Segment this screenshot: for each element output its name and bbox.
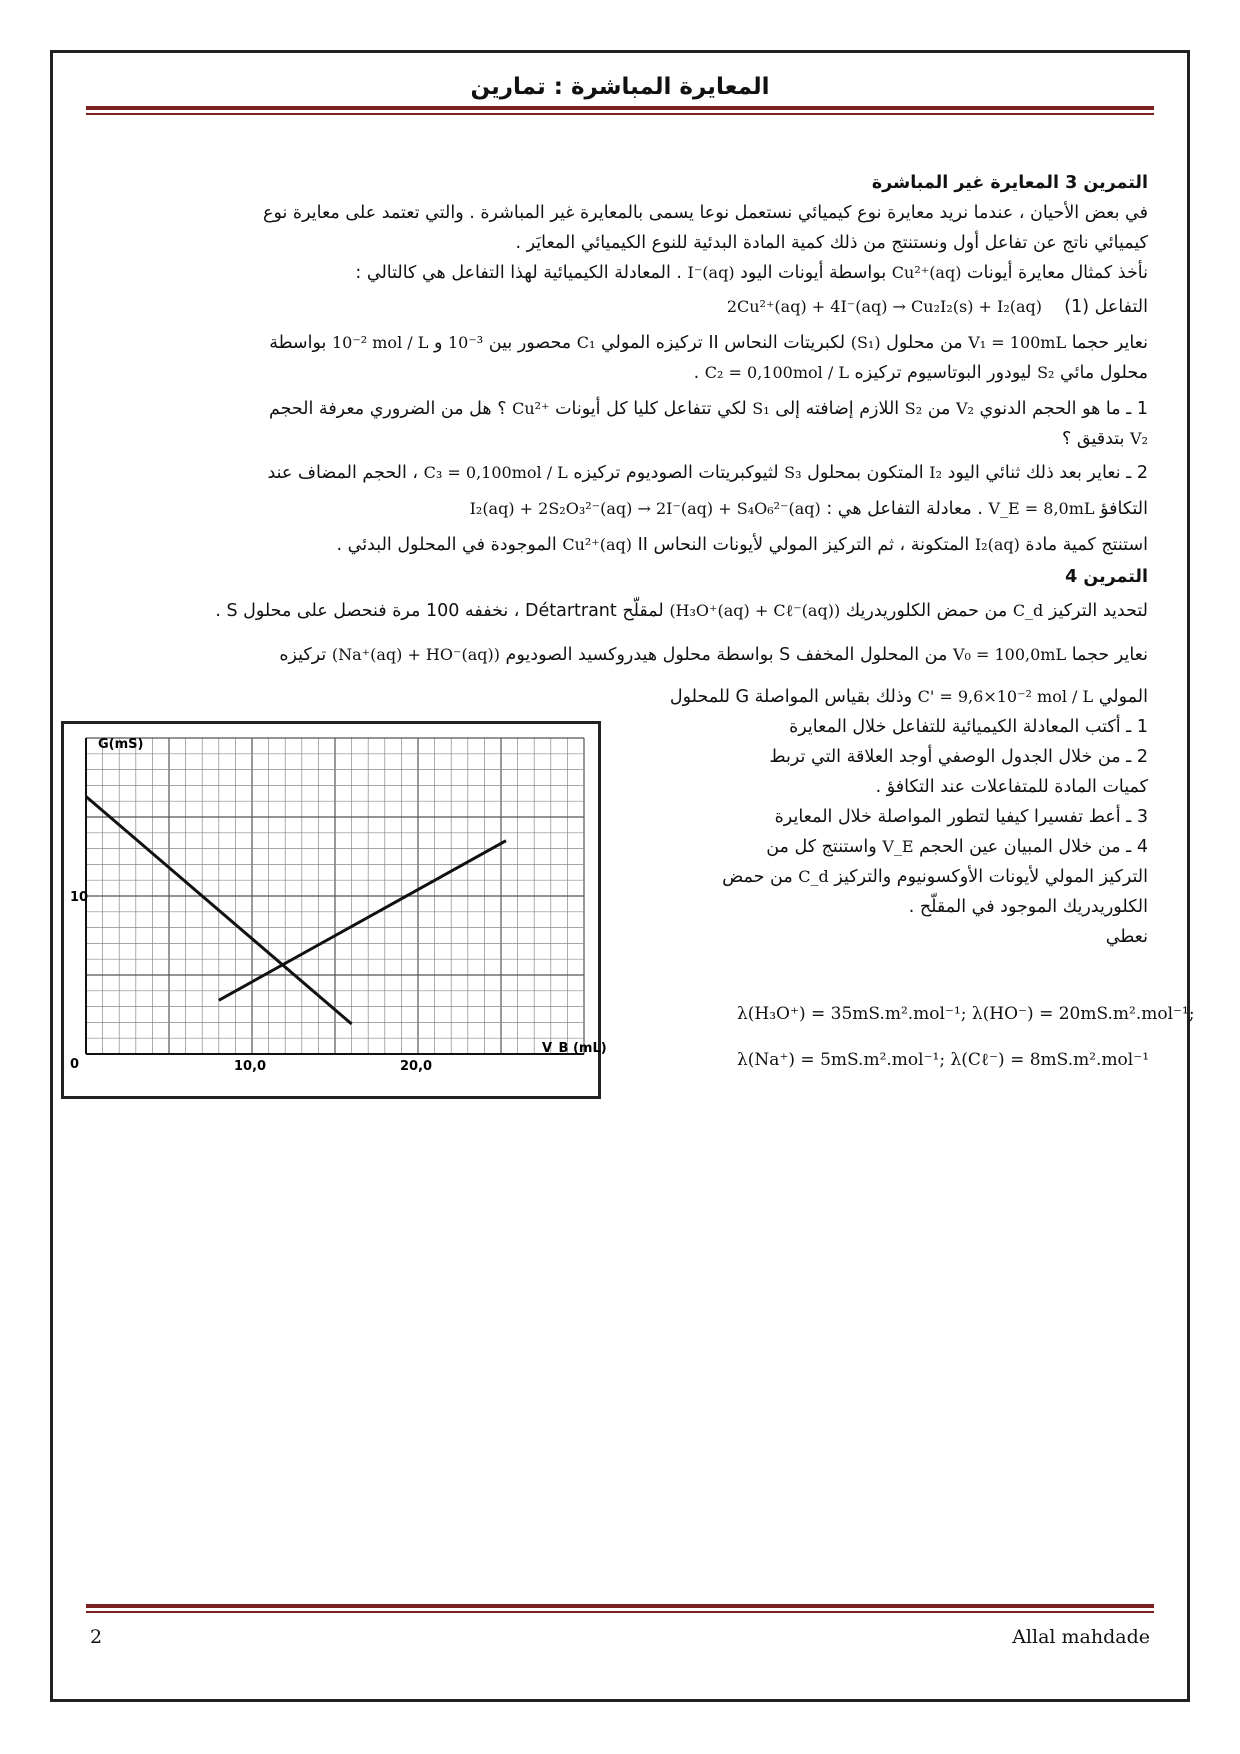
ex3-question-2b: التكافؤ V_E = 8,0mL . معادلة التفاعل هي : I₂(aq) + 2S₂O₃²⁻(aq) → 2I⁻(aq) + S₄O₆²⁻(aq) bbox=[469, 499, 1148, 519]
ex4-line-2: نعاير حجما V₀ = 100,0mL من المحلول المخفف S بواسطة محلول هيدروكسيد الصوديوم (Na⁺(aq) + HO⁻(aq)) تركيزه bbox=[279, 645, 1148, 665]
ex4-question-4b: التركيز المولي لأيونات الأوكسونيوم والتركيز C_d من حمض bbox=[722, 867, 1148, 887]
ex4-title: التمرين 4 bbox=[1065, 567, 1148, 587]
footer-rule bbox=[86, 1604, 1154, 1613]
lambda-line-1: λ(H₃O⁺) = 35mS.m².mol⁻¹; λ(HO⁻) = 20mS.m².mol⁻¹; bbox=[737, 1004, 1195, 1024]
ex4-question-2a: 2 ـ من خلال الجدول الوصفي أوجد العلاقة التي تربط bbox=[769, 747, 1148, 767]
conductance-chart bbox=[61, 721, 607, 1099]
ex4-line-1: لتحديد التركيز C_d من حمض الكلوريدريك (H₃O⁺(aq) + Cℓ⁻(aq)) لمقلّح Détartrant ، نخففه 100 مرة فنحصل على محلول S . bbox=[215, 601, 1148, 621]
chart-svg bbox=[64, 724, 607, 1096]
ex3-question-2: 2 ـ نعاير بعد ذلك ثنائي اليود I₂ المتكون بمحلول S₃ لثيوكبريتات الصوديوم تركيزه C₃ = 0,100mol / L ، الحجم المضاف عند bbox=[267, 463, 1148, 483]
ex3-question-1b: V₂ بتدقيق ؟ bbox=[1062, 429, 1148, 449]
ex3-line-1: في بعض الأحيان ، عندما نريد معايرة نوع كيميائي نستعمل نوعا يسمى بالمعايرة غير المباشرة . والتي تعتمد على معايرة نوع bbox=[263, 203, 1148, 223]
page-title: المعايرة المباشرة : تمارين bbox=[470, 74, 770, 100]
author: Allal mahdade bbox=[1012, 1626, 1150, 1648]
y-tick-label: 0 bbox=[70, 1057, 80, 1072]
ex4-question-4c: الكلوريدريك الموجود في المقلّح . bbox=[908, 897, 1148, 917]
ex3-question-2c: استنتج كمية مادة I₂(aq) المتكونة ، ثم التركيز المولي لأيونات النحاس II Cu²⁺(aq) الموجودة في المحلول البدئي . bbox=[336, 535, 1148, 555]
reaction-1: التفاعل (1) 2Cu²⁺(aq) + 4I⁻(aq) → Cu₂I₂(s) + I₂(aq) bbox=[726, 297, 1148, 317]
ex4-question-3: 3 ـ أعط تفسيرا كيفيا لتطور المواصلة خلال المعايرة bbox=[774, 807, 1148, 827]
lambda-line-2: λ(Na⁺) = 5mS.m².mol⁻¹; λ(Cℓ⁻) = 8mS.m².mol⁻¹ bbox=[737, 1050, 1150, 1070]
ex4-question-2b: كميات المادة للمتفاعلات عند التكافؤ . bbox=[875, 777, 1148, 797]
ex4-line-3: المولي C' = 9,6×10⁻² mol / L وذلك بقياس المواصلة G للمحلول bbox=[669, 687, 1148, 707]
ex4-given: نعطي bbox=[1105, 927, 1148, 947]
chart-series bbox=[86, 796, 506, 1024]
header-rule bbox=[86, 106, 1154, 115]
ex3-line-2: كيميائي ناتج عن تفاعل أول ونستنتج من ذلك كمية المادة البدئية للنوع الكيميائي المعايَر . bbox=[515, 233, 1148, 253]
ex3-title: التمرين 3 المعايرة غير المباشرة bbox=[871, 173, 1148, 193]
chart-xlabel: V_B (mL) bbox=[542, 1041, 607, 1056]
ex4-question-4: 4 ـ من خلال المبيان عين الحجم V_E واستنتج كل من bbox=[766, 837, 1148, 857]
page-number: 2 bbox=[90, 1626, 103, 1648]
ex3-line-5: نعاير حجما V₁ = 100mL من محلول (S₁) لكبريتات النحاس II تركيزه المولي C₁ محصور بين 10⁻³ و 10⁻² mol / L بواسطة bbox=[269, 333, 1148, 353]
ex3-line-3: نأخذ كمثال معايرة أيونات Cu²⁺(aq) بواسطة أيونات اليود I⁻(aq) . المعادلة الكيميائية لهذا التفاعل هي كالتالي : bbox=[355, 263, 1148, 283]
chart-ylabel: G(mS) bbox=[98, 737, 144, 752]
x-tick-label: 10,0 bbox=[234, 1059, 267, 1074]
y-tick-label: 10 bbox=[70, 890, 89, 905]
ex3-line-6: محلول مائي S₂ ليودور البوتاسيوم تركيزه C₂ = 0,100mol / L . bbox=[693, 363, 1148, 383]
x-tick-label: 20,0 bbox=[400, 1059, 433, 1074]
chart-grid bbox=[86, 738, 584, 1054]
ex3-question-1: 1 ـ ما هو الحجم الدنوي V₂ من S₂ اللازم إضافته إلى S₁ لكي تتفاعل كليا كل أيونات Cu²⁺ ؟ هل من الضروري معرفة الحجم bbox=[268, 399, 1148, 419]
ex4-question-1: 1 ـ أكتب المعادلة الكيميائية للتفاعل خلال المعايرة bbox=[789, 717, 1148, 737]
